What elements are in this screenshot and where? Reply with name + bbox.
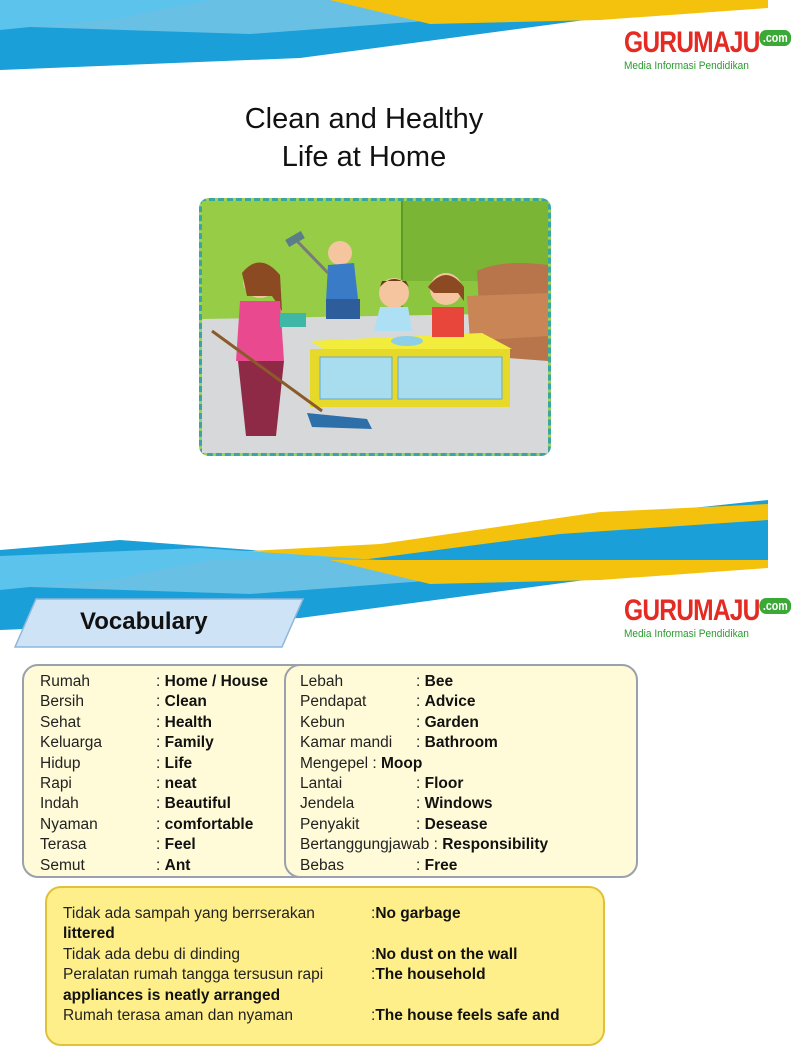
vocab-row [300, 713, 479, 733]
vocab-word: Indah [40, 795, 79, 813]
sentence-colon: : [371, 905, 376, 922]
vocab-row [300, 856, 457, 876]
sentence-text: Rumah terasa aman dan nyaman [63, 1007, 294, 1024]
sentence-meaning-cont [63, 924, 115, 944]
sentence-meaning-text: No garbage [375, 905, 461, 922]
vocab-colon: : [156, 693, 165, 711]
vocab-colon: : [416, 775, 425, 792]
sentence-meaning-text: No dust on the wall [375, 945, 518, 963]
vocab-row [40, 754, 192, 774]
vocab-meaning: Advice [424, 693, 476, 711]
vocab-meaning: comfortable [164, 815, 254, 833]
vocab-row [40, 856, 190, 876]
vocab-colon: : [416, 693, 425, 711]
vocab-row [300, 815, 488, 835]
vocab-meaning: Responsibility [442, 836, 549, 854]
vocab-word: Rumah [40, 673, 90, 690]
sentence-meaning-text: The household [375, 966, 486, 984]
sentence-meaning [371, 945, 517, 965]
vocab-meaning: Bee [424, 673, 454, 690]
vocab-colon: : [416, 673, 425, 690]
vocab-colon: : [416, 795, 425, 813]
vocab-row [40, 672, 268, 692]
vocab-word: Bertanggungjawab [300, 836, 430, 854]
vocab-word: Sehat [40, 713, 81, 731]
vocab-meaning: Floor [424, 775, 464, 792]
vocab-colon: : [156, 836, 165, 854]
vocab-meaning: Desease [424, 815, 488, 833]
vocab-row [40, 815, 253, 835]
vocab-colon: : [156, 775, 165, 792]
vocab-word: Lebah [300, 673, 344, 690]
vocab-row [300, 692, 475, 712]
vocab-word: Penyakit [300, 815, 360, 833]
sentence-meaning [371, 1006, 560, 1026]
vocab-row [40, 794, 231, 814]
vocab-row [300, 794, 493, 814]
vocab-row [300, 754, 422, 774]
sentence-text: Peralatan rumah tangga tersusun rapi [63, 966, 324, 984]
vocab-word: Lantai [300, 775, 343, 792]
vocab-meaning: Life [164, 754, 193, 772]
vocab-colon: : [156, 815, 165, 833]
vocab-colon: : [156, 795, 165, 813]
vocab-colon: : [156, 673, 165, 690]
sentence-meaning-cont [63, 986, 280, 1006]
sentence-meaning [371, 904, 461, 924]
vocab-meaning: Free [424, 856, 458, 874]
vocab-meaning: Health [164, 713, 212, 731]
vocab-colon: : [416, 734, 425, 752]
vocab-row [40, 713, 212, 733]
vocab-colon: : [156, 856, 165, 874]
vocab-meaning: Garden [424, 713, 479, 731]
gurumaju-logo: GURUMAJU .com Media Informasi Pendidikan [624, 596, 754, 640]
vocab-colon: : [156, 754, 165, 772]
vocab-meaning: Moop [381, 754, 423, 772]
vocab-colon: : [416, 815, 425, 833]
vocab-word: Kebun [300, 713, 345, 731]
vocab-colon: : [156, 713, 165, 731]
vocab-meaning: Bathroom [424, 734, 498, 752]
vocabulary-heading: Vocabulary [80, 608, 208, 635]
vocab-word: Hidup [40, 754, 81, 772]
vocab-meaning: Windows [424, 795, 493, 813]
sentence-text: Tidak ada debu di dinding [63, 945, 240, 963]
gurumaju-logo: GURUMAJU .com Media Informasi Pendidikan [624, 28, 754, 72]
vocab-colon: : [416, 713, 425, 731]
vocab-meaning: Home / House [164, 673, 268, 690]
vocab-word: Mengepel : [300, 754, 377, 772]
vocab-word: Terasa [40, 836, 87, 854]
vocab-word: Kamar mandi [300, 734, 393, 752]
vocab-meaning: neat [164, 775, 197, 792]
sentence-colon: : [371, 945, 376, 963]
vocab-row [40, 733, 214, 753]
vocab-row [300, 774, 463, 794]
sentence-meaning-text: The house feels safe and [375, 1007, 560, 1024]
sentence-meaning [371, 965, 486, 985]
vocab-row [40, 774, 197, 794]
vocab-colon: : [429, 836, 443, 854]
vocab-row [300, 835, 548, 855]
page-title: Clean and Healthy Life at Home [244, 103, 484, 173]
sentence-meaning-text: appliances is neatly arranged [63, 986, 281, 1004]
vocab-word: Rapi [40, 775, 72, 792]
vocab-row [40, 692, 207, 712]
vocab-word: Semut [40, 856, 85, 874]
vocab-word: Pendapat [300, 693, 367, 711]
vocab-meaning: Family [164, 734, 214, 752]
vocab-word: Jendela [300, 795, 355, 813]
vocab-colon: : [416, 856, 425, 874]
vocab-word: Bersih [40, 693, 84, 711]
vocab-meaning: Clean [164, 693, 207, 711]
vocab-row [300, 733, 498, 753]
vocab-row [300, 672, 453, 692]
slide-vocabulary [0, 560, 788, 1024]
vocab-meaning: Feel [164, 836, 196, 854]
sentence-colon: : [371, 1007, 376, 1024]
family-cleaning-illustration [199, 198, 551, 456]
vocab-word: Keluarga [40, 734, 103, 752]
vocab-meaning: Ant [164, 856, 191, 874]
vocab-word: Nyaman [40, 815, 98, 833]
vocab-row [40, 835, 196, 855]
vocab-word: Bebas [300, 856, 344, 874]
vocab-meaning: Beautiful [164, 795, 231, 813]
sentence-text: Tidak ada sampah yang berrserakan [63, 905, 315, 922]
vocab-colon: : [156, 734, 165, 752]
sentence-colon: : [371, 966, 376, 984]
sentence-meaning-text: littered [63, 925, 115, 943]
